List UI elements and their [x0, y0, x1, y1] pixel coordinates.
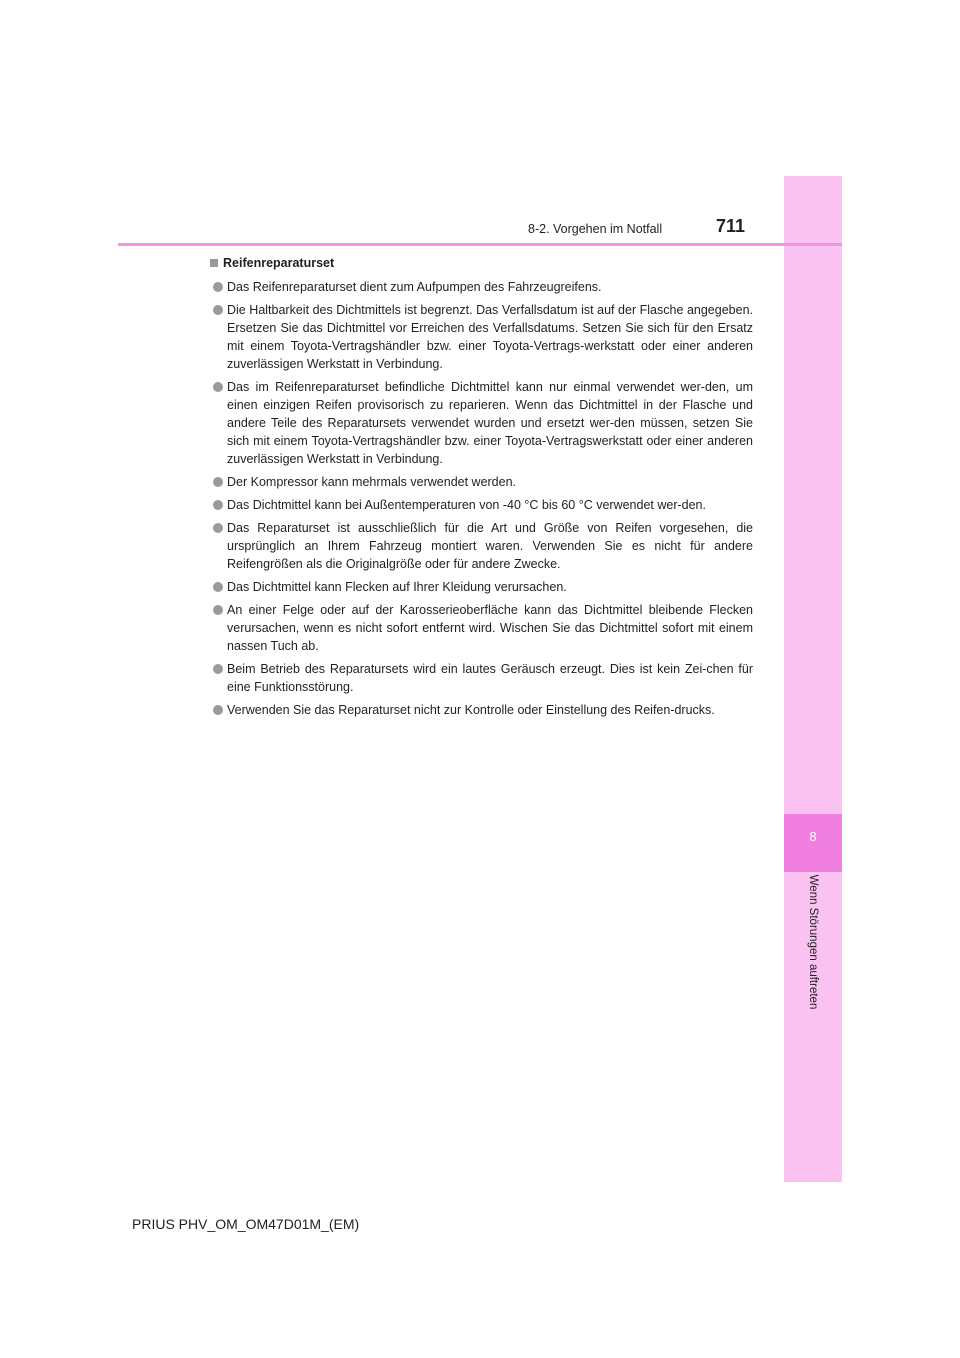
bullet-icon: [213, 382, 223, 392]
list-item: [210, 701, 753, 719]
list-item: [210, 519, 753, 573]
document-code: PRIUS PHV_OM_OM47D01M_(EM): [132, 1216, 360, 1232]
header-divider: [118, 243, 842, 246]
list-item-text: Beim Betrieb des Reparatursets wird ein lautes Geräusch erzeugt. Dies ist kein Zei-chen für eine Funktionsstörung.: [227, 662, 753, 694]
side-tab: [784, 176, 842, 1182]
bullet-list: [210, 278, 753, 719]
page-number: 711: [716, 216, 746, 236]
section-heading-text: Reifenreparaturset: [223, 256, 335, 270]
list-item-text: Verwenden Sie das Reparaturset nicht zur Kontrolle oder Einstellung des Reifen-drucks.: [227, 703, 715, 717]
list-item: [210, 278, 753, 296]
bullet-icon: [213, 282, 223, 292]
list-item-text: Das Reparaturset ist ausschließlich für die Art und Größe von Reifen vorgesehen, die ursprünglich an Ihrem Fahrzeug montiert waren. Verwenden Sie es nicht für andere Reifengrößen als die Originalgröße oder für andere Zwecke.: [227, 521, 753, 571]
section-heading: [210, 254, 753, 272]
bullet-icon: [213, 305, 223, 315]
square-bullet-icon: [210, 259, 218, 267]
list-item: [210, 578, 753, 596]
list-item: [210, 496, 753, 514]
list-item: [210, 473, 753, 491]
bullet-icon: [213, 605, 223, 615]
section-title: 8-2. Vorgehen im Notfall: [528, 222, 663, 236]
list-item-text: Das Dichtmittel kann Flecken auf Ihrer Kleidung verursachen.: [227, 580, 567, 594]
list-item: [210, 301, 753, 373]
list-item-text: An einer Felge oder auf der Karosserieoberfläche kann das Dichtmittel bleibende Flecken verursachen, wenn es nicht sofort entfernt wird. Wischen Sie das Dichtmittel sofort mit einem nassen Tuch ab.: [227, 603, 753, 653]
chapter-label: Wenn Störungen auftreten: [807, 874, 819, 1010]
page-content: [210, 254, 753, 724]
list-item-text: Die Haltbarkeit des Dichtmittels ist begrenzt. Das Verfallsdatum ist auf der Flasche angegeben. Ersetzen Sie das Dichtmittel vor Erreichen des Verfallsdatums. Setzen Sie sich für den Ersatz mit einem Toyota-Vertragshändler bzw. einer Toyota-Vertrags-werkstatt oder einer anderen zuverlässigen Werkstatt in Verbindung.: [227, 303, 753, 371]
list-item: [210, 378, 753, 468]
list-item-text: Das Dichtmittel kann bei Außentemperaturen von -40 °C bis 60 °C verwendet wer-den.: [227, 498, 706, 512]
bullet-icon: [213, 523, 223, 533]
bullet-icon: [213, 705, 223, 715]
list-item: [210, 660, 753, 696]
list-item: [210, 601, 753, 655]
list-item-text: Das im Reifenreparaturset befindliche Dichtmittel kann nur einmal verwendet wer-den, um einen einzigen Reifen provisorisch zu reparieren. Wenn das Dichtmittel in der Flasche und andere Teile des Reparatursets verwendet wurden und ersetzt wer-den müssen, setzen Sie sich mit einem Toyota-Vertragshändler bzw. einer Toyota-Vertragswerkstatt oder einer anderen zuverlässigen Werkstatt in Verbindung.: [227, 380, 753, 466]
list-item-text: Der Kompressor kann mehrmals verwendet werden.: [227, 475, 517, 489]
list-item-text: Das Reifenreparaturset dient zum Aufpumpen des Fahrzeugreifens.: [227, 280, 602, 294]
bullet-icon: [213, 582, 223, 592]
chapter-number: 8: [809, 829, 817, 844]
bullet-icon: [213, 477, 223, 487]
bullet-icon: [213, 500, 223, 510]
bullet-icon: [213, 664, 223, 674]
